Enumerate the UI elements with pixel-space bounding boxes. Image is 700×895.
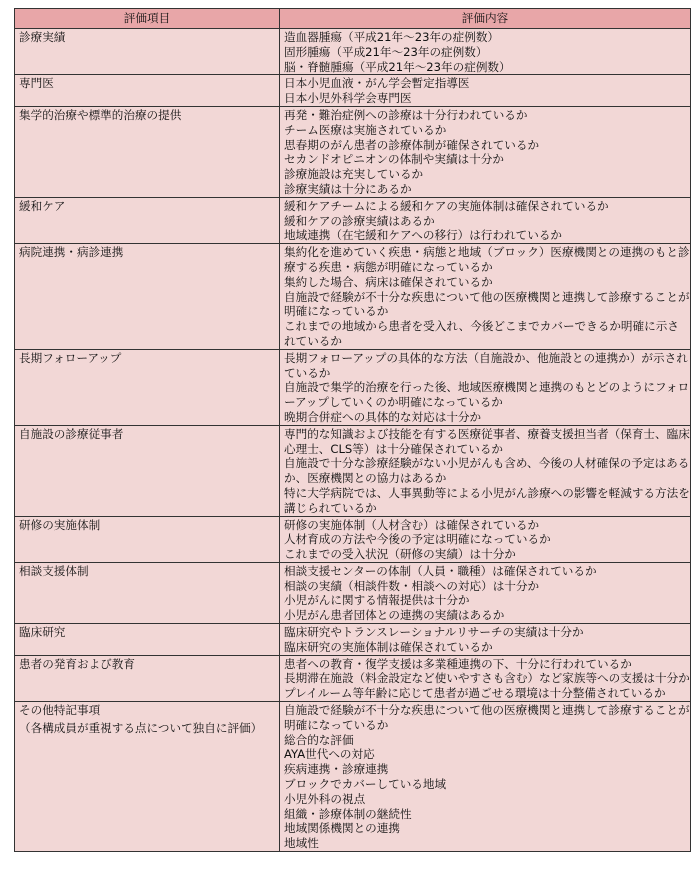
content-line: 特に大学病院では、人事異動等による小児がん診療への影響を軽減する方法を講じられているか	[284, 485, 690, 515]
evaluation-content	[280, 562, 691, 623]
table-row	[15, 562, 691, 623]
evaluation-content	[280, 702, 691, 852]
content-line: チーム医療は実施されているか	[284, 122, 447, 137]
evaluation-content	[280, 655, 691, 701]
header-evaluation-content: 評価内容	[280, 9, 691, 29]
header-row	[15, 9, 691, 29]
content-line: これまでの受入状況（研修の実績）は十分か	[284, 547, 516, 562]
table-row	[15, 516, 691, 562]
content-line: 晩期合併症への具体的な対応は十分か	[284, 409, 482, 424]
evaluation-content	[280, 197, 691, 243]
evaluation-content	[280, 425, 691, 516]
evaluation-item: 患者の発育および教育	[15, 655, 280, 701]
evaluation-content	[280, 349, 691, 425]
content-line: 日本小児外科学会専門医	[284, 91, 412, 106]
evaluation-content	[280, 244, 691, 350]
content-line: 人材育成の方法や今後の予定は明確になっているか	[284, 532, 551, 547]
evaluation-item: 相談支援体制	[15, 562, 280, 623]
content-line: 自施設で経験が不十分な疾患について他の医療機関と連携して診療することが明確になっているか	[284, 289, 690, 319]
content-line: 組織・診療体制の継続性	[284, 806, 412, 821]
content-line: 診療施設は充実しているか	[284, 167, 424, 182]
table-row	[15, 106, 691, 197]
content-line: AYA世代への対応	[284, 747, 375, 762]
content-line: ブロックでカバーしている地域	[284, 777, 447, 792]
table-row	[15, 349, 691, 425]
content-line: プレイルーム等年齢に応じて患者が過ごせる環境は十分整備されているか	[284, 686, 666, 701]
content-line: 集約化を進めていく疾患・病態と地域（ブロック）医療機関との連携のもと診療する疾患・病態が明確になっているか	[284, 245, 690, 274]
evaluation-item: 専門医	[15, 75, 280, 107]
content-line: 造血器腫瘍（平成21年〜23年の症例数）	[284, 30, 500, 44]
content-line: 研修の実施体制（人材含む）は確保されているか	[284, 517, 540, 532]
table-row	[15, 655, 691, 701]
content-line: 脳・脊髄腫瘍（平成21年〜23年の症例数）	[284, 59, 511, 74]
content-line: 自施設で十分な診療経験がない小児がんも含め、今後の人材確保の予定はあるか、医療機関との協力はあるか	[284, 456, 690, 486]
evaluation-item: 長期フォローアップ	[15, 349, 280, 425]
content-line: 自施設で集学的治療を行った後、地域医療機関と連携のもとどのようにフォローアップしていくのか明確になっているか	[284, 380, 690, 410]
evaluation-item	[15, 702, 280, 852]
table-row	[15, 29, 691, 75]
content-line: 日本小児血液・がん学会暫定指導医	[284, 76, 470, 91]
content-line: 地域性	[284, 836, 319, 851]
content-line: 総合的な評価	[284, 732, 354, 747]
content-line: 緩和ケアの診療実績はあるか	[284, 213, 435, 228]
content-line: 相談の実績（相談件数・相談への対応）は十分か	[284, 578, 540, 593]
content-line: 地域関係機関との連携	[284, 821, 400, 836]
table-row	[15, 702, 691, 852]
content-line: 臨床研究の実施体制は確保されているか	[284, 639, 493, 654]
content-line: 地域連携（在宅緩和ケアへの移行）は行われているか	[284, 228, 563, 243]
evaluation-table	[14, 8, 691, 852]
table-row	[15, 624, 691, 656]
content-line: 再発・難治症例への診療は十分行われているか	[284, 107, 528, 122]
evaluation-item: 臨床研究	[15, 624, 280, 656]
evaluation-table-frame	[14, 8, 690, 852]
evaluation-item: 研修の実施体制	[15, 516, 280, 562]
item-title: その他特記事項	[19, 703, 101, 718]
evaluation-item: 病院連携・病診連携	[15, 244, 280, 350]
evaluation-content	[280, 624, 691, 656]
content-line: 疾病連携・診療連携	[284, 762, 389, 777]
content-line: 小児がんに関する情報提供は十分か	[284, 593, 470, 608]
table-row	[15, 425, 691, 516]
content-line: 集約した場合、病床は確保されているか	[284, 274, 493, 289]
content-line: 緩和ケアチームによる緩和ケアの実施体制は確保されているか	[284, 198, 609, 213]
header-evaluation-item: 評価項目	[15, 9, 280, 29]
content-line: 長期滞在施設（料金設定など使いやすさも含む）など家族等への支援は十分か	[284, 671, 690, 686]
table-row	[15, 244, 691, 350]
content-line: 相談支援センターの体制（人員・職種）は確保されているか	[284, 563, 597, 578]
evaluation-item: 緩和ケア	[15, 197, 280, 243]
content-line: 患者への教育・復学支援は多業種連携の下、十分に行われているか	[284, 656, 632, 671]
item-note: （各構成員が重視する点について独自に評価）	[19, 720, 263, 735]
content-line: 固形腫瘍（平成21年〜23年の症例数）	[284, 44, 488, 59]
table-row	[15, 197, 691, 243]
evaluation-content	[280, 516, 691, 562]
content-line: 小児がん患者団体との連携の実績はあるか	[284, 608, 505, 623]
evaluation-item: 診療実績	[15, 29, 280, 75]
content-line: これまでの地域から患者を受入れ、今後どこまでカバーできるか明確に示されているか	[284, 319, 679, 348]
content-line: 臨床研究やトランスレーショナルリサーチの実績は十分か	[284, 625, 584, 640]
evaluation-item: 集学的治療や標準的治療の提供	[15, 106, 280, 197]
content-line: 診療実績は十分にあるか	[284, 181, 412, 196]
evaluation-content	[280, 29, 691, 75]
content-line: 自施設で経験が不十分な疾患について他の医療機関と連携して診療することが明確になっているか	[284, 703, 690, 732]
table-row	[15, 75, 691, 107]
content-line: セカンドオピニオンの体制や実績は十分か	[284, 152, 504, 167]
evaluation-item: 自施設の診療従事者	[15, 425, 280, 516]
evaluation-content	[280, 75, 691, 107]
content-line: 思春期のがん患者の診療体制が確保されているか	[284, 137, 540, 152]
content-line: 専門的な知識および技能を有する医療従事者、療養支援担当者（保育士、臨床心理士、CLS等）は十分確保されているか	[284, 426, 690, 456]
content-line: 小児外科の視点	[284, 791, 366, 806]
evaluation-content	[280, 106, 691, 197]
content-line: 長期フォローアップの具体的な方法（自施設か、他施設との連携か）が示されているか	[284, 350, 688, 380]
